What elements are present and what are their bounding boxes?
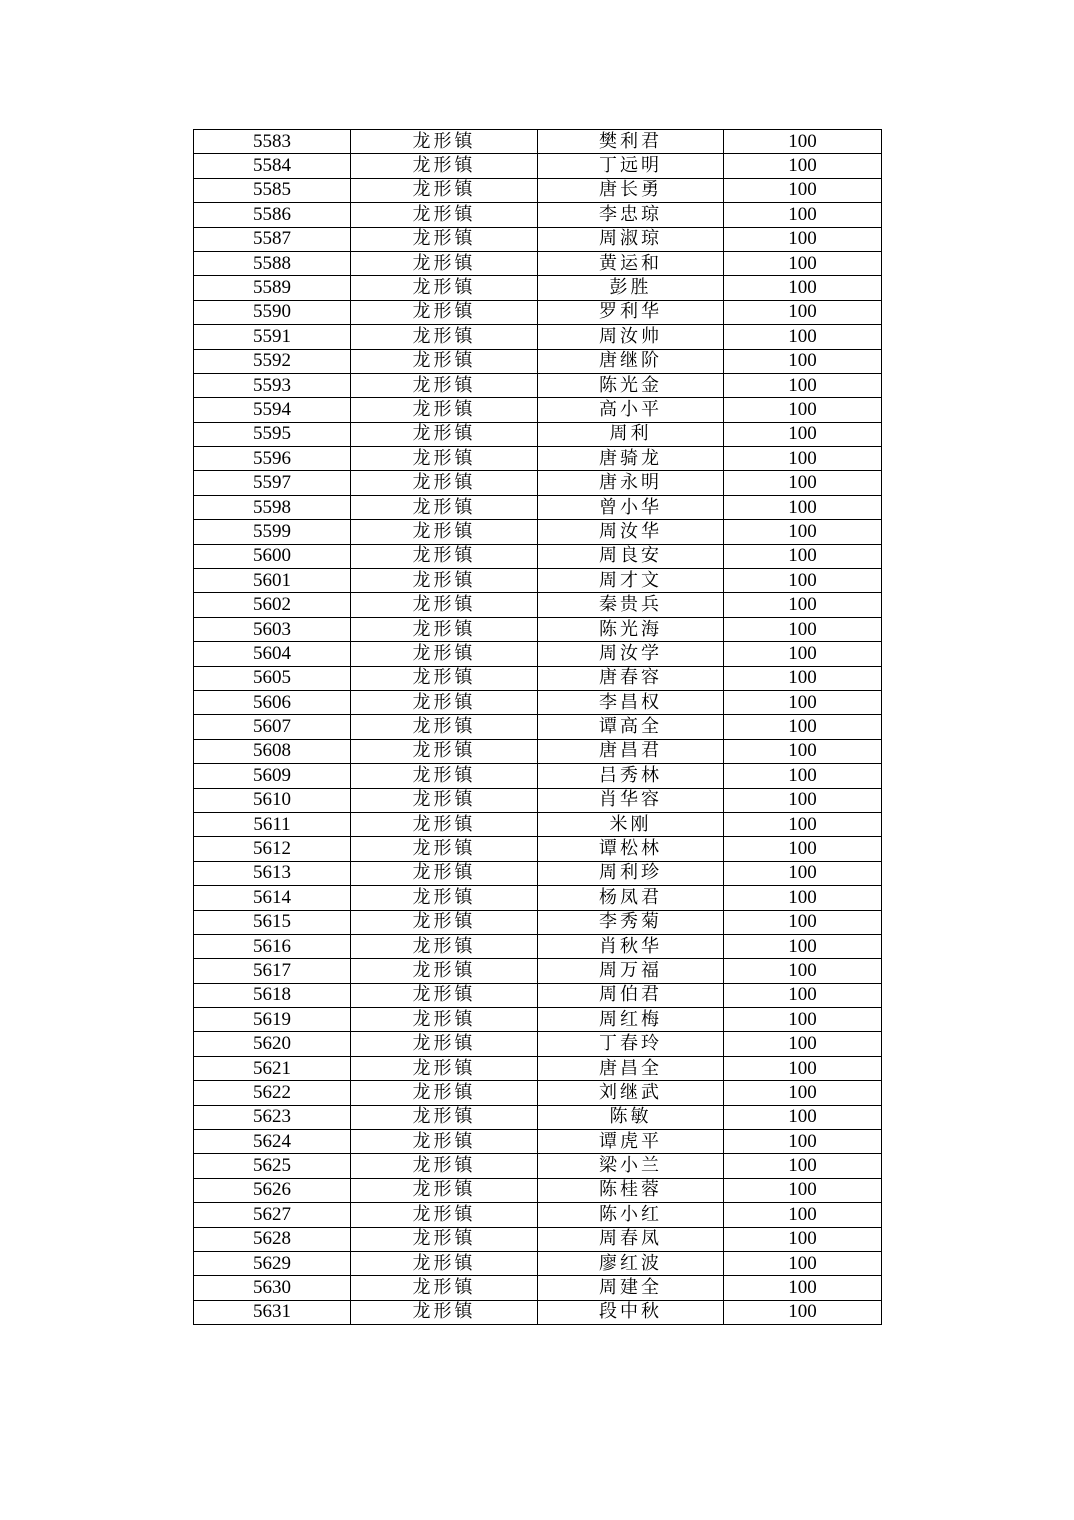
row-id-cell: 5601 — [194, 569, 351, 593]
row-id-cell: 5605 — [194, 666, 351, 690]
row-name-cell: 李秀菊 — [538, 910, 724, 934]
row-town-cell: 龙形镇 — [351, 495, 538, 519]
row-id-cell: 5587 — [194, 227, 351, 251]
row-id-cell: 5627 — [194, 1203, 351, 1227]
row-name-cell: 秦贵兵 — [538, 593, 724, 617]
row-town-cell: 龙形镇 — [351, 520, 538, 544]
row-name-cell: 刘继武 — [538, 1081, 724, 1105]
row-town-cell: 龙形镇 — [351, 715, 538, 739]
row-town-cell: 龙形镇 — [351, 373, 538, 397]
row-amount-cell: 100 — [724, 251, 882, 275]
row-id-cell: 5620 — [194, 1032, 351, 1056]
row-amount-cell: 100 — [724, 178, 882, 202]
row-town-cell: 龙形镇 — [351, 349, 538, 373]
row-town-cell: 龙形镇 — [351, 910, 538, 934]
table-row — [194, 861, 882, 885]
table-row — [194, 1130, 882, 1154]
row-id-cell: 5610 — [194, 788, 351, 812]
row-id-cell: 5607 — [194, 715, 351, 739]
row-amount-cell: 100 — [724, 1105, 882, 1129]
row-name-cell: 周良安 — [538, 544, 724, 568]
table-row — [194, 788, 882, 812]
row-id-cell: 5595 — [194, 422, 351, 446]
row-name-cell: 谭虎平 — [538, 1130, 724, 1154]
row-amount-cell: 100 — [724, 959, 882, 983]
table-row — [194, 812, 882, 836]
row-town-cell: 龙形镇 — [351, 1227, 538, 1251]
row-amount-cell: 100 — [724, 300, 882, 324]
table-row — [194, 886, 882, 910]
row-town-cell: 龙形镇 — [351, 276, 538, 300]
row-amount-cell: 100 — [724, 1154, 882, 1178]
table-row — [194, 569, 882, 593]
row-town-cell: 龙形镇 — [351, 1056, 538, 1080]
row-town-cell: 龙形镇 — [351, 1105, 538, 1129]
row-amount-cell: 100 — [724, 983, 882, 1007]
row-id-cell: 5592 — [194, 349, 351, 373]
roster-table — [193, 129, 882, 1325]
row-name-cell: 丁远明 — [538, 154, 724, 178]
row-amount-cell: 100 — [724, 715, 882, 739]
row-id-cell: 5622 — [194, 1081, 351, 1105]
row-amount-cell: 100 — [724, 471, 882, 495]
table-row — [194, 300, 882, 324]
row-name-cell: 陈光海 — [538, 617, 724, 641]
row-name-cell: 彭胜 — [538, 276, 724, 300]
row-name-cell: 肖秋华 — [538, 934, 724, 958]
row-town-cell: 龙形镇 — [351, 130, 538, 154]
row-town-cell: 龙形镇 — [351, 1154, 538, 1178]
row-name-cell: 陈小红 — [538, 1203, 724, 1227]
row-amount-cell: 100 — [724, 617, 882, 641]
row-town-cell: 龙形镇 — [351, 178, 538, 202]
row-amount-cell: 100 — [724, 1130, 882, 1154]
row-amount-cell: 100 — [724, 837, 882, 861]
row-town-cell: 龙形镇 — [351, 837, 538, 861]
row-town-cell: 龙形镇 — [351, 447, 538, 471]
row-town-cell: 龙形镇 — [351, 1276, 538, 1300]
row-amount-cell: 100 — [724, 520, 882, 544]
table-row — [194, 1105, 882, 1129]
table-row — [194, 1032, 882, 1056]
table-row — [194, 398, 882, 422]
row-name-cell: 周利 — [538, 422, 724, 446]
row-id-cell: 5588 — [194, 251, 351, 275]
row-name-cell: 唐春容 — [538, 666, 724, 690]
table-row — [194, 130, 882, 154]
roster-table-body — [194, 130, 882, 1325]
row-amount-cell: 100 — [724, 666, 882, 690]
table-row — [194, 1276, 882, 1300]
row-id-cell: 5589 — [194, 276, 351, 300]
row-name-cell: 唐骑龙 — [538, 447, 724, 471]
row-town-cell: 龙形镇 — [351, 1008, 538, 1032]
row-name-cell: 李昌权 — [538, 690, 724, 714]
row-amount-cell: 100 — [724, 1032, 882, 1056]
row-amount-cell: 100 — [724, 812, 882, 836]
row-amount-cell: 100 — [724, 690, 882, 714]
row-id-cell: 5619 — [194, 1008, 351, 1032]
row-id-cell: 5604 — [194, 642, 351, 666]
table-row — [194, 447, 882, 471]
row-town-cell: 龙形镇 — [351, 593, 538, 617]
row-id-cell: 5586 — [194, 203, 351, 227]
row-amount-cell: 100 — [724, 495, 882, 519]
table-row — [194, 1081, 882, 1105]
row-amount-cell: 100 — [724, 861, 882, 885]
row-id-cell: 5611 — [194, 812, 351, 836]
row-name-cell: 唐长勇 — [538, 178, 724, 202]
row-id-cell: 5630 — [194, 1276, 351, 1300]
row-town-cell: 龙形镇 — [351, 203, 538, 227]
table-row — [194, 154, 882, 178]
row-town-cell: 龙形镇 — [351, 1251, 538, 1275]
row-name-cell: 段中秋 — [538, 1300, 724, 1324]
row-town-cell: 龙形镇 — [351, 666, 538, 690]
row-town-cell: 龙形镇 — [351, 1203, 538, 1227]
row-name-cell: 唐继阶 — [538, 349, 724, 373]
row-amount-cell: 100 — [724, 1178, 882, 1202]
row-name-cell: 廖红波 — [538, 1251, 724, 1275]
table-row — [194, 422, 882, 446]
row-id-cell: 5608 — [194, 739, 351, 763]
row-amount-cell: 100 — [724, 886, 882, 910]
row-name-cell: 周才文 — [538, 569, 724, 593]
table-row — [194, 739, 882, 763]
row-name-cell: 吕秀林 — [538, 764, 724, 788]
row-amount-cell: 100 — [724, 422, 882, 446]
table-row — [194, 715, 882, 739]
table-row — [194, 495, 882, 519]
row-name-cell: 周春凤 — [538, 1227, 724, 1251]
table-row — [194, 764, 882, 788]
row-amount-cell: 100 — [724, 154, 882, 178]
row-amount-cell: 100 — [724, 910, 882, 934]
row-town-cell: 龙形镇 — [351, 983, 538, 1007]
table-row — [194, 276, 882, 300]
row-amount-cell: 100 — [724, 934, 882, 958]
table-row — [194, 1056, 882, 1080]
row-town-cell: 龙形镇 — [351, 1178, 538, 1202]
table-row — [194, 1300, 882, 1324]
row-id-cell: 5612 — [194, 837, 351, 861]
table-row — [194, 983, 882, 1007]
row-name-cell: 曾小华 — [538, 495, 724, 519]
table-row — [194, 1251, 882, 1275]
row-name-cell: 肖华容 — [538, 788, 724, 812]
table-row — [194, 959, 882, 983]
row-town-cell: 龙形镇 — [351, 300, 538, 324]
row-town-cell: 龙形镇 — [351, 398, 538, 422]
table-row — [194, 1203, 882, 1227]
table-row — [194, 934, 882, 958]
row-town-cell: 龙形镇 — [351, 227, 538, 251]
row-id-cell: 5631 — [194, 1300, 351, 1324]
row-town-cell: 龙形镇 — [351, 1032, 538, 1056]
row-id-cell: 5593 — [194, 373, 351, 397]
table-row — [194, 617, 882, 641]
table-row — [194, 1008, 882, 1032]
row-name-cell: 唐昌全 — [538, 1056, 724, 1080]
row-name-cell: 周淑琼 — [538, 227, 724, 251]
row-town-cell: 龙形镇 — [351, 959, 538, 983]
row-id-cell: 5594 — [194, 398, 351, 422]
row-name-cell: 陈敏 — [538, 1105, 724, 1129]
row-id-cell: 5621 — [194, 1056, 351, 1080]
table-row — [194, 520, 882, 544]
row-town-cell: 龙形镇 — [351, 617, 538, 641]
row-id-cell: 5614 — [194, 886, 351, 910]
row-town-cell: 龙形镇 — [351, 788, 538, 812]
row-name-cell: 周红梅 — [538, 1008, 724, 1032]
row-id-cell: 5623 — [194, 1105, 351, 1129]
row-id-cell: 5606 — [194, 690, 351, 714]
row-town-cell: 龙形镇 — [351, 886, 538, 910]
row-amount-cell: 100 — [724, 764, 882, 788]
row-amount-cell: 100 — [724, 276, 882, 300]
row-town-cell: 龙形镇 — [351, 1130, 538, 1154]
row-name-cell: 高小平 — [538, 398, 724, 422]
row-name-cell: 谭松林 — [538, 837, 724, 861]
row-town-cell: 龙形镇 — [351, 764, 538, 788]
table-row — [194, 1227, 882, 1251]
row-amount-cell: 100 — [724, 1300, 882, 1324]
row-id-cell: 5590 — [194, 300, 351, 324]
row-amount-cell: 100 — [724, 1203, 882, 1227]
row-name-cell: 丁春玲 — [538, 1032, 724, 1056]
table-row — [194, 1178, 882, 1202]
row-id-cell: 5617 — [194, 959, 351, 983]
row-name-cell: 周汝华 — [538, 520, 724, 544]
row-amount-cell: 100 — [724, 130, 882, 154]
row-id-cell: 5615 — [194, 910, 351, 934]
table-row — [194, 373, 882, 397]
row-amount-cell: 100 — [724, 1056, 882, 1080]
row-name-cell: 陈光金 — [538, 373, 724, 397]
table-row — [194, 642, 882, 666]
row-id-cell: 5624 — [194, 1130, 351, 1154]
row-amount-cell: 100 — [724, 1251, 882, 1275]
row-town-cell: 龙形镇 — [351, 154, 538, 178]
row-id-cell: 5583 — [194, 130, 351, 154]
table-row — [194, 666, 882, 690]
row-name-cell: 周伯君 — [538, 983, 724, 1007]
row-id-cell: 5585 — [194, 178, 351, 202]
row-town-cell: 龙形镇 — [351, 471, 538, 495]
row-name-cell: 樊利君 — [538, 130, 724, 154]
row-amount-cell: 100 — [724, 373, 882, 397]
row-id-cell: 5596 — [194, 447, 351, 471]
table-row — [194, 690, 882, 714]
row-id-cell: 5603 — [194, 617, 351, 641]
row-amount-cell: 100 — [724, 569, 882, 593]
row-town-cell: 龙形镇 — [351, 739, 538, 763]
row-town-cell: 龙形镇 — [351, 861, 538, 885]
row-amount-cell: 100 — [724, 325, 882, 349]
row-town-cell: 龙形镇 — [351, 422, 538, 446]
table-row — [194, 227, 882, 251]
table-row — [194, 325, 882, 349]
row-amount-cell: 100 — [724, 203, 882, 227]
row-id-cell: 5599 — [194, 520, 351, 544]
table-row — [194, 203, 882, 227]
row-id-cell: 5613 — [194, 861, 351, 885]
row-id-cell: 5616 — [194, 934, 351, 958]
row-name-cell: 唐永明 — [538, 471, 724, 495]
row-name-cell: 李忠琼 — [538, 203, 724, 227]
row-id-cell: 5600 — [194, 544, 351, 568]
row-amount-cell: 100 — [724, 593, 882, 617]
row-id-cell: 5628 — [194, 1227, 351, 1251]
row-town-cell: 龙形镇 — [351, 642, 538, 666]
row-town-cell: 龙形镇 — [351, 325, 538, 349]
row-id-cell: 5609 — [194, 764, 351, 788]
table-row — [194, 1154, 882, 1178]
row-name-cell: 黄运和 — [538, 251, 724, 275]
table-row — [194, 544, 882, 568]
row-town-cell: 龙形镇 — [351, 812, 538, 836]
table-row — [194, 349, 882, 373]
row-name-cell: 周汝帅 — [538, 325, 724, 349]
row-name-cell: 罗利华 — [538, 300, 724, 324]
row-amount-cell: 100 — [724, 1227, 882, 1251]
row-amount-cell: 100 — [724, 544, 882, 568]
row-id-cell: 5602 — [194, 593, 351, 617]
row-id-cell: 5626 — [194, 1178, 351, 1202]
row-name-cell: 谭高全 — [538, 715, 724, 739]
row-town-cell: 龙形镇 — [351, 1300, 538, 1324]
row-town-cell: 龙形镇 — [351, 251, 538, 275]
row-town-cell: 龙形镇 — [351, 569, 538, 593]
row-name-cell: 周利珍 — [538, 861, 724, 885]
row-amount-cell: 100 — [724, 642, 882, 666]
table-row — [194, 837, 882, 861]
row-id-cell: 5584 — [194, 154, 351, 178]
row-name-cell: 周汝学 — [538, 642, 724, 666]
row-id-cell: 5625 — [194, 1154, 351, 1178]
row-name-cell: 周建全 — [538, 1276, 724, 1300]
table-row — [194, 471, 882, 495]
row-name-cell: 唐昌君 — [538, 739, 724, 763]
row-town-cell: 龙形镇 — [351, 1081, 538, 1105]
row-id-cell: 5629 — [194, 1251, 351, 1275]
table-row — [194, 251, 882, 275]
row-amount-cell: 100 — [724, 1081, 882, 1105]
row-amount-cell: 100 — [724, 1276, 882, 1300]
row-name-cell: 陈桂蓉 — [538, 1178, 724, 1202]
row-amount-cell: 100 — [724, 739, 882, 763]
row-id-cell: 5591 — [194, 325, 351, 349]
row-town-cell: 龙形镇 — [351, 544, 538, 568]
row-amount-cell: 100 — [724, 398, 882, 422]
row-id-cell: 5598 — [194, 495, 351, 519]
row-town-cell: 龙形镇 — [351, 934, 538, 958]
row-amount-cell: 100 — [724, 349, 882, 373]
row-name-cell: 杨凤君 — [538, 886, 724, 910]
row-id-cell: 5597 — [194, 471, 351, 495]
row-name-cell: 周万福 — [538, 959, 724, 983]
table-row — [194, 593, 882, 617]
row-amount-cell: 100 — [724, 447, 882, 471]
row-amount-cell: 100 — [724, 227, 882, 251]
table-row — [194, 178, 882, 202]
row-name-cell: 米刚 — [538, 812, 724, 836]
row-town-cell: 龙形镇 — [351, 690, 538, 714]
table-row — [194, 910, 882, 934]
row-amount-cell: 100 — [724, 1008, 882, 1032]
row-amount-cell: 100 — [724, 788, 882, 812]
row-name-cell: 梁小兰 — [538, 1154, 724, 1178]
row-id-cell: 5618 — [194, 983, 351, 1007]
